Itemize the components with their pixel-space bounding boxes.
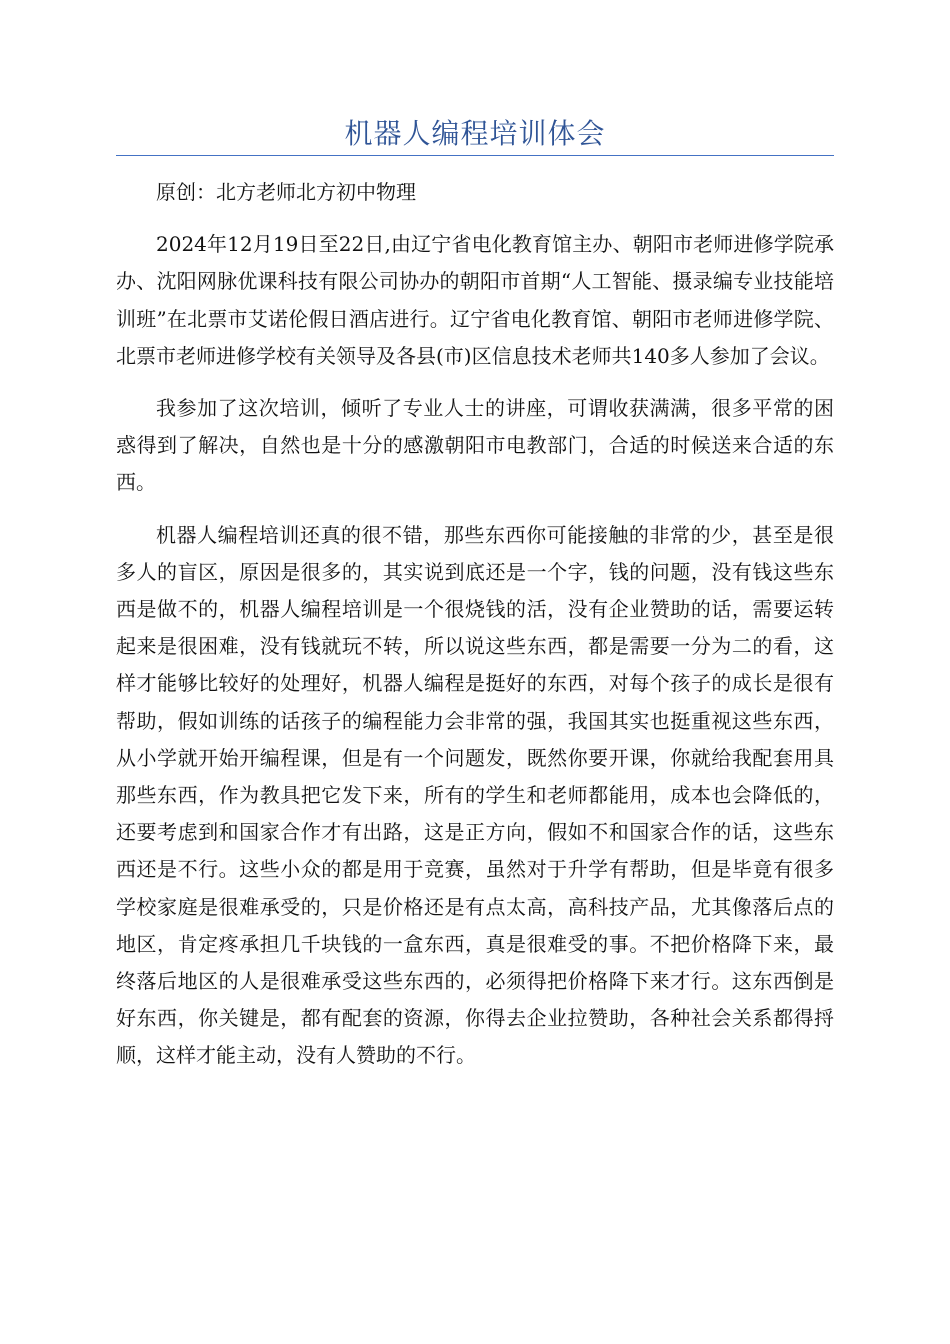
paragraph: 我参加了这次培训，倾听了专业人士的讲座，可谓收获满满，很多平常的困惑得到了解决，自然也是十分的感激朝阳市电教部门，合适的时候送来合适的东西。 xyxy=(116,396,834,495)
document-body xyxy=(116,174,834,1090)
document-title: 机器人编程培训体会 xyxy=(344,117,606,150)
paragraph: 2024年12月19日至22日,由辽宁省电化教育馆主办、朝阳市老师进修学院承办、沈阳网脉优课科技有限公司协办的朝阳市首期“人工智能、摄录编专业技能培训班”在北票市艾诺伦假日酒店进行。辽宁省电化教育馆、朝阳市老师进修学院、北票市老师进修学校有关领导及各县(市)区信息技术老师共140多人参加了会议。 xyxy=(116,232,834,368)
paragraph: 机器人编程培训还真的很不错，那些东西你可能接触的非常的少，甚至是很多人的盲区，原因是很多的，其实说到底还是一个字，钱的问题，没有钱这些东西是做不的，机器人编程培训是一个很烧钱的活，没有企业赞助的话，需要运转起来是很困难，没有钱就玩不转，所以说这些东西，都是需要一分为二的看，这样才能够比较好的处理好，机器人编程是挺好的东西，对每个孩子的成长是很有帮助，假如训练的话孩子的编程能力会非常的强，我国其实也挺重视这些东西，从小学就开始开编程课，但是有一个问题发，既然你要开课，你就给我配套用具那些东西，作为教具把它发下来，所有的学生和老师都能用，成本也会降低的，还要考虑到和国家合作才有出路，这是正方向，假如不和国家合作的话，这些东西还是不行。这些小众的都是用于竞赛，虽然对于升学有帮助，但是毕竟有很多学校家庭是很难承受的，只是价格还是有点太高，高科技产品，尤其像落后点的地区，肯定疼承担几千块钱的一盒东西，真是很难受的事。不把价格降下来，最终落后地区的人是很难承受这些东西的，必须得把价格降下来才行。这东西倒是好东西，你关键是，都有配套的资源，你得去企业拉赞助，各种社会关系都得捋顺，这样才能主动，没有人赞助的不行。 xyxy=(116,522,834,1068)
title-underline xyxy=(116,155,834,156)
author-line: 原创：北方老师北方初中物理 xyxy=(156,180,416,204)
